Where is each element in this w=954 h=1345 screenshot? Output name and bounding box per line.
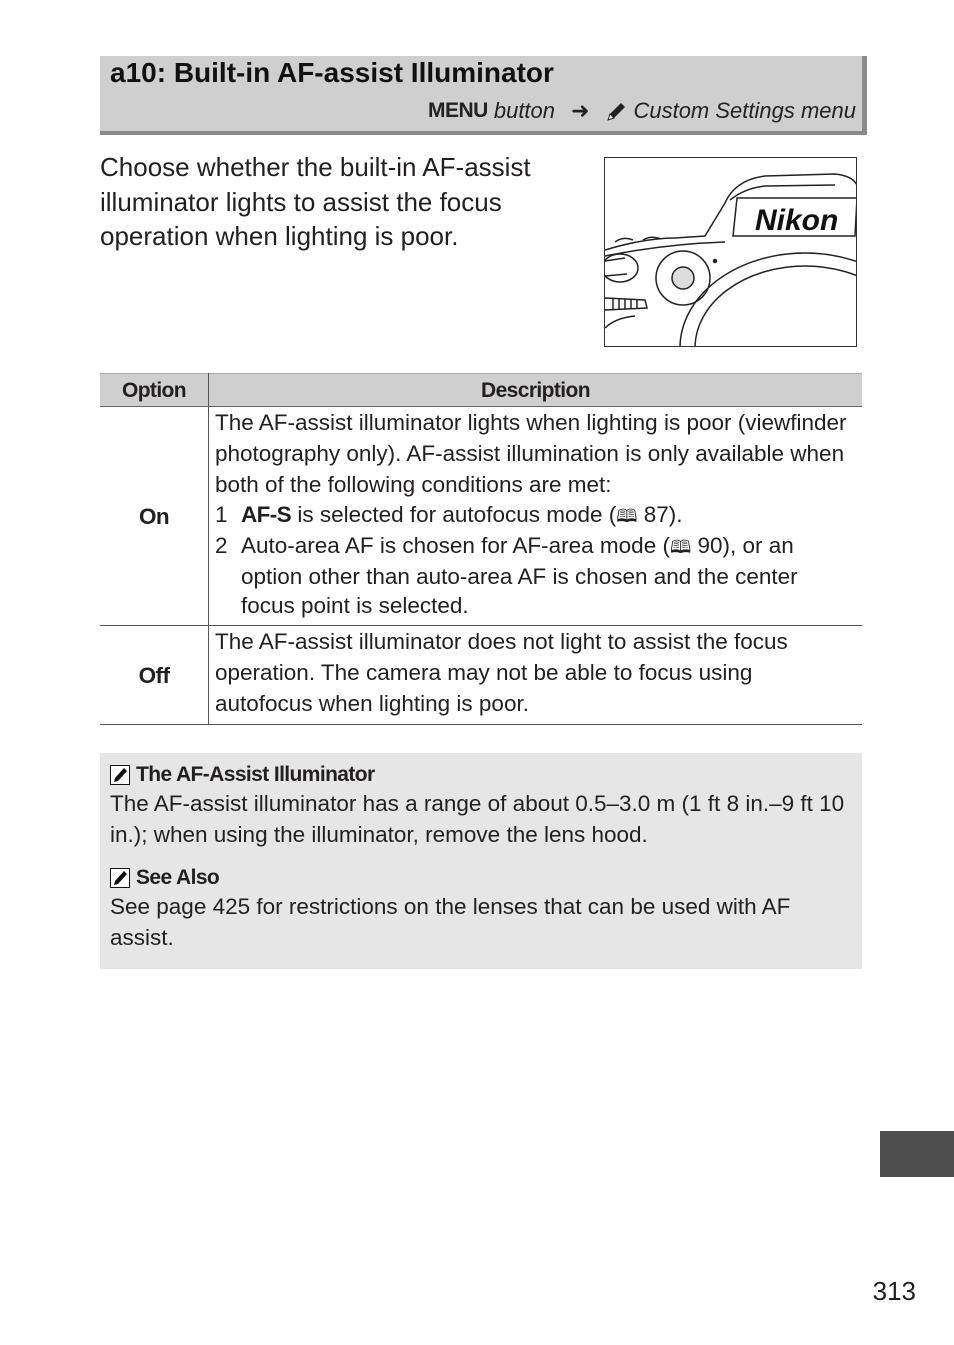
- description-text: The AF-assist illuminator does not light to assist the focus operation. The camera may not be able to focus using autofocus when lighting is poor.: [215, 629, 788, 716]
- page-ref: 87).: [637, 502, 683, 527]
- camera-brand-logo: Nikon: [755, 204, 839, 237]
- options-table: [100, 373, 862, 725]
- description-text: The AF-assist illuminator lights when lighting is poor (viewfinder photography only). AF-assist illumination is only available when both of the following conditions are met:: [215, 410, 847, 497]
- list-text: Auto-area AF is chosen for AF-area mode (: [241, 533, 670, 558]
- page-ref: 90), or an option other than auto-area AF is chosen and the center focus point is selected.: [241, 533, 798, 618]
- section-thumb-tab: [880, 1131, 954, 1177]
- note-body: See page 425 for restrictions on the lenses that can be used with AF assist.: [110, 894, 791, 950]
- section-title-band: [100, 56, 867, 135]
- description-header: Description: [209, 374, 863, 407]
- note-af-assist: [110, 763, 852, 850]
- note-title: See Also: [136, 866, 220, 889]
- list-text: is selected for autofocus mode (: [291, 502, 617, 527]
- book-icon: 🕮: [616, 506, 638, 526]
- option-off: Off: [100, 626, 209, 725]
- list-number: 2: [215, 533, 228, 558]
- table-header-row: [100, 374, 862, 407]
- note-heading: [110, 763, 852, 787]
- page-number: 313: [872, 1276, 916, 1306]
- camera-illustration: [604, 157, 857, 347]
- list-number: 1: [215, 502, 228, 527]
- book-icon: 🕮: [669, 537, 692, 557]
- arrow-icon: ➜: [571, 98, 590, 123]
- menu-path: [428, 98, 856, 124]
- note-title: The AF-Assist Illuminator: [136, 763, 375, 786]
- notes-box: [100, 753, 862, 969]
- list-item: [215, 531, 856, 620]
- option-header: Option: [100, 374, 209, 407]
- section-title: a10: Built-in AF-assist Illuminator: [110, 57, 554, 88]
- menu-button-label: MENU: [428, 99, 488, 122]
- pencil-icon: [605, 100, 627, 122]
- menu-name: Custom Settings menu: [633, 98, 856, 123]
- description-cell: [209, 626, 863, 725]
- list-item: [215, 500, 856, 531]
- note-see-also: [110, 866, 852, 953]
- description-cell: [209, 407, 863, 626]
- pencil-note-icon: [110, 765, 130, 785]
- intro-paragraph: Choose whether the built-in AF-assist illuminator lights to assist the focus operation when lighting is poor.: [100, 152, 531, 251]
- option-on: On: [100, 407, 209, 626]
- af-s-label: AF-S: [241, 502, 292, 527]
- table-row: [100, 626, 862, 725]
- menu-button-text: button: [493, 98, 556, 123]
- pencil-note-icon: [110, 868, 130, 888]
- table-row: [100, 407, 862, 626]
- note-heading: [110, 866, 852, 890]
- note-body: The AF-assist illuminator has a range of about 0.5–3.0 m (1 ft 8 in.–9 ft 10 in.); when using the illuminator, remove the lens hood.: [110, 791, 845, 847]
